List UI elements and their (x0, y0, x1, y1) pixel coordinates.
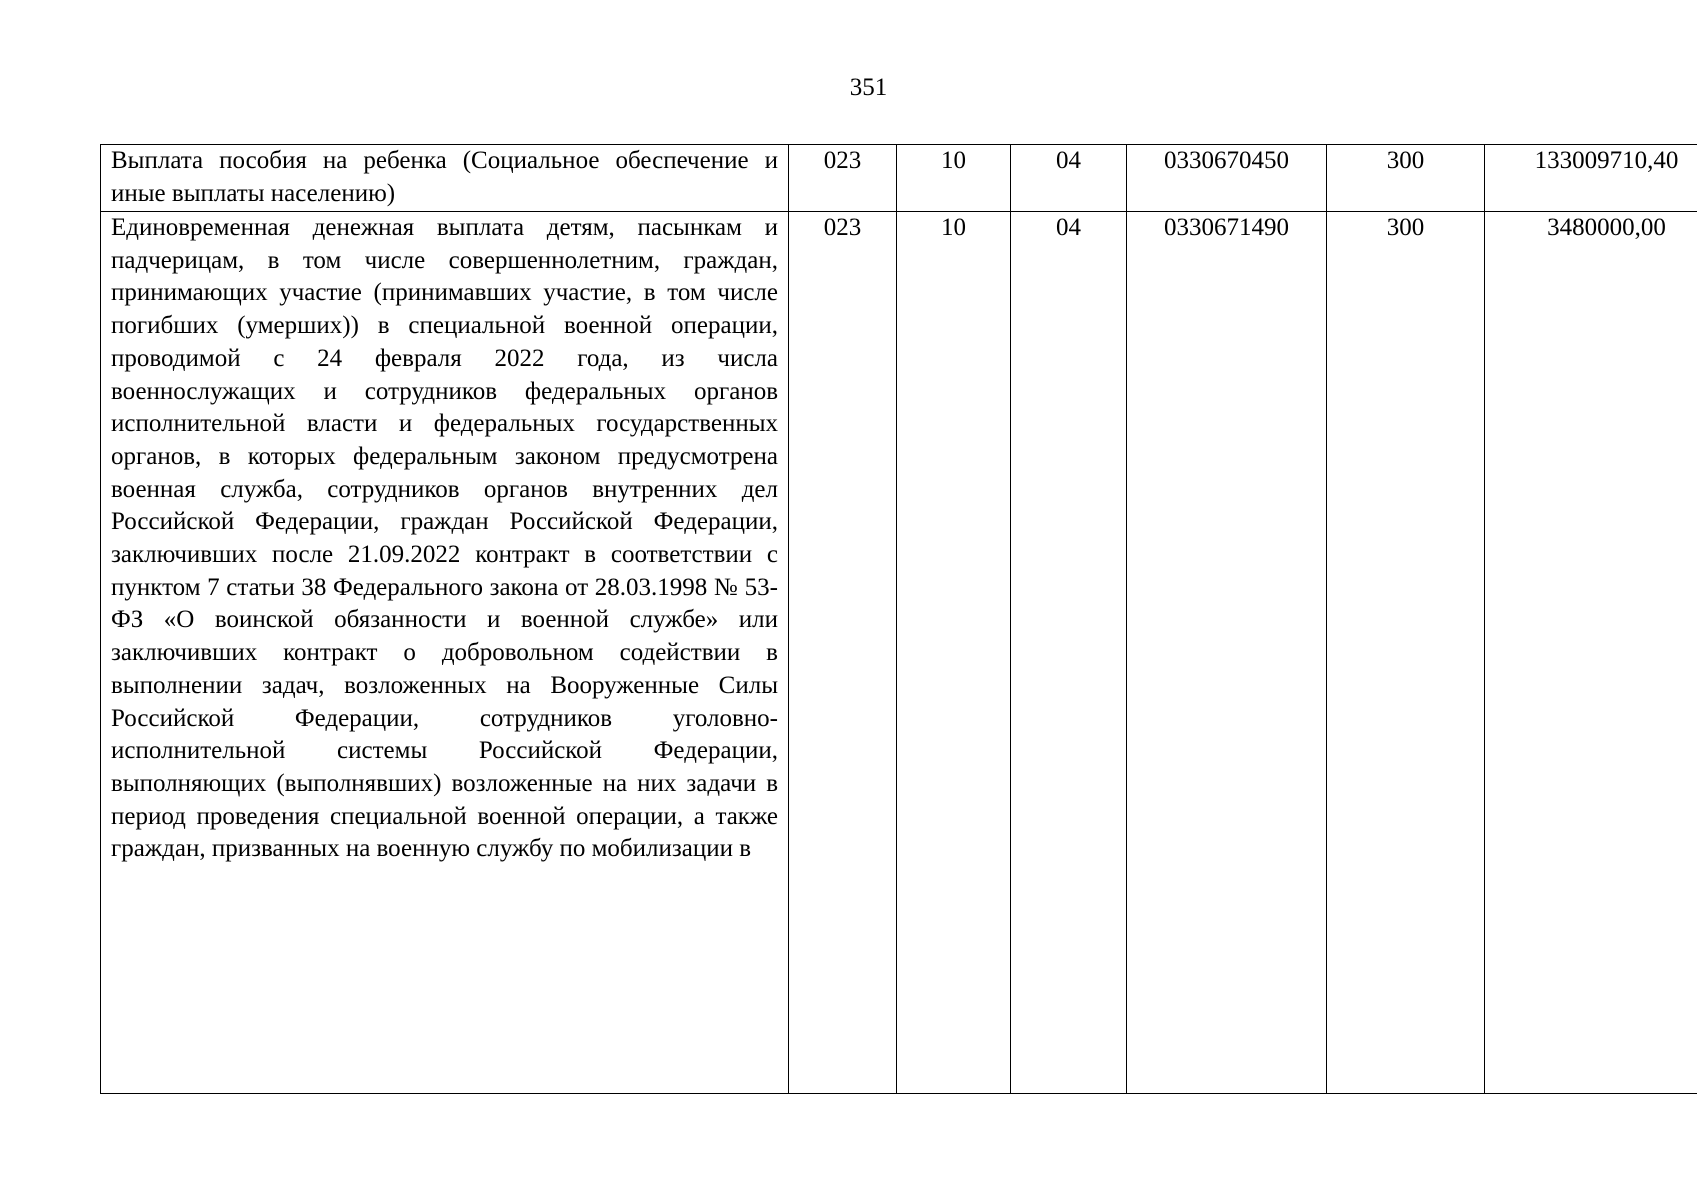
expense-description: Единовременная денежная выплата детям, пасынкам и падчерицам, в том числе совершеннолетним, граждан, принимающих участие (принимавших участие, в том числе погибших (умерших)) в специальной военной операции, проводимой с 24 февраля 2022 года, из числа военнослужащих и сотрудников федеральных органов исполнительной власти и федеральных государственных органов, в которых федеральным законом предусмотрена военная служба, сотрудников органов внутренних дел Российской Федерации, граждан Российской Федерации, заключивших после 21.09.2022 контракт в соответствии с пунктом 7 статьи 38 Федерального закона от 28.03.1998 № 53-ФЗ «О воинской обязанности и военной службе» или заключивших контракт о добровольном содействии в выполнении задач, возложенных на Вооруженные Силы Российской Федерации, сотрудников уголовно-исполнительной системы Российской Федерации, выполняющих (выполнявших) возложенные на них задачи в период проведения специальной военной операции, а также граждан, призванных на военную службу по мобилизации в (111, 214, 778, 863)
grbs-code: 023 (823, 214, 862, 241)
expense-type-code-cell (1327, 212, 1485, 1094)
section-code-cell (897, 145, 1011, 212)
expense-type-code-cell (1327, 145, 1485, 212)
expense-description: Выплата пособия на ребенка (Социальное обеспечение и иные выплаты населению) (111, 147, 778, 207)
section-code: 10 (941, 214, 966, 241)
page-number: 351 (849, 74, 888, 101)
target-article-code: 0330670450 (1164, 147, 1289, 174)
amount: 3480000,00 (1547, 214, 1666, 241)
section-code-cell (897, 212, 1011, 1094)
budget-table (100, 144, 1697, 1094)
subsection-code: 04 (1056, 214, 1081, 241)
grbs-code-cell (789, 212, 897, 1094)
amount: 133009710,40 (1534, 147, 1679, 174)
expense-description-cell (101, 145, 789, 212)
expense-description-cell (101, 212, 789, 1094)
subsection-code-cell (1011, 145, 1127, 212)
target-article-code: 0330671490 (1164, 214, 1289, 241)
amount-cell (1485, 145, 1697, 212)
subsection-code-cell (1011, 212, 1127, 1094)
subsection-code: 04 (1056, 147, 1081, 174)
table-row (101, 145, 1697, 212)
section-code: 10 (941, 147, 966, 174)
grbs-code: 023 (823, 147, 862, 174)
table-row (101, 212, 1697, 1094)
amount-cell (1485, 212, 1697, 1094)
grbs-code-cell (789, 145, 897, 212)
expense-type-code: 300 (1386, 147, 1425, 174)
target-article-code-cell (1127, 212, 1327, 1094)
expense-type-code: 300 (1386, 214, 1425, 241)
target-article-code-cell (1127, 145, 1327, 212)
